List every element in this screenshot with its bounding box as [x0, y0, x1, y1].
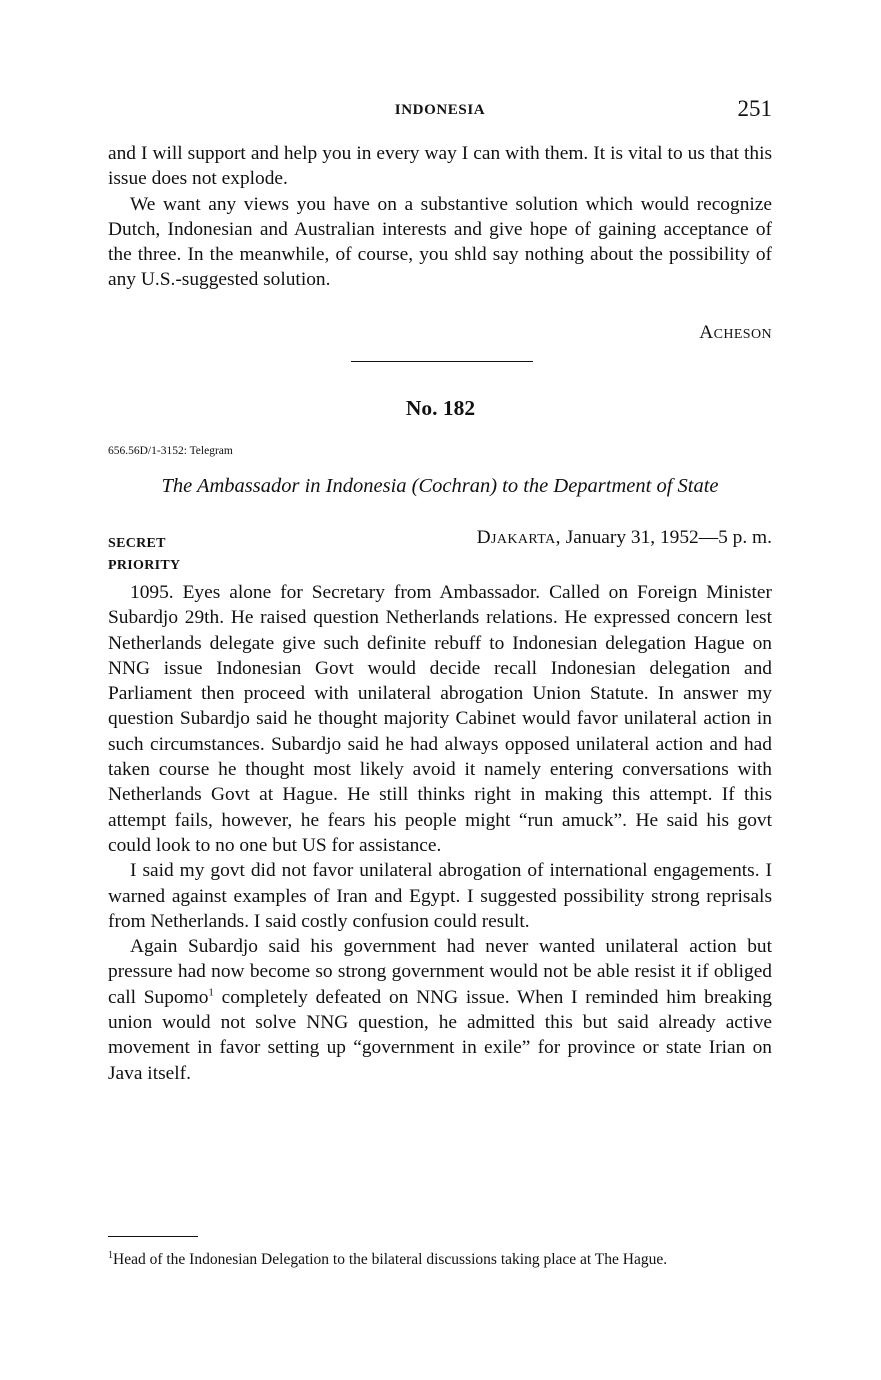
paragraph-text: Again Subardjo said his government had never wanted unilateral action but pressure had now become so strong government would not be able resist it if obliged call Supomo [108, 936, 772, 1008]
previous-document-text [108, 141, 772, 293]
dateline-date: January 31, 1952—5 p. m. [565, 527, 772, 548]
signature-name: Acheson [699, 322, 772, 343]
section-divider [351, 361, 533, 362]
page-number: 251 [737, 96, 772, 121]
body-paragraph: We want any views you have on a substantive solution which would recognize Dutch, Indonesian and Australian interests and give hope of gaining acceptance of the three. In the meanwhile, of course, you shld say nothing about the possibility of any U.S.-suggested solution. [108, 193, 772, 291]
precedence-label: PRIORITY [108, 558, 181, 573]
footnote [108, 1246, 772, 1270]
body-paragraph [108, 934, 772, 1086]
paragraph-text: completely defeated on NNG issue. When I reminded him breaking union would not solve NNG question, he admitted this but said already active movement in favor setting up “government in exile” for province or state Irian on Java itself. [108, 986, 772, 1084]
dateline [477, 527, 772, 549]
body-paragraph: I said my govt did not favor unilateral abrogation of international engagements. I warned against examples of Iran and Egypt. I suggested possibility strong reprisals from Netherlands. I said costly confusion could result. [108, 860, 772, 932]
classification-block [108, 533, 180, 577]
body-paragraph: 1095. Eyes alone for Secretary from Ambassador. Called on Foreign Minister Subardjo 29th. He raised question Netherlands relations. He expressed concern lest Netherlands delegate give such definite rebuff to Indonesian delegation Hague on NNG issue Indonesian Govt would decide recall Indonesian delegation and Parliament then proceed with unilateral abrogation Union Statute. In answer my question Subardjo said he thought majority Cabinet would favor unilateral action in such circumstances. Subardjo said he had always opposed unilateral action and had taken course he thought most likely avoid it namely entering conversations with Netherlands Govt at Hague. He still thinks right in making this attempt. If this attempt fails, however, he fears his people might “run amuck”. He said his govt could look to no one but US for assistance. [108, 582, 772, 856]
footnote-text: Head of the Indonesian Delegation to the bilateral discussions taking place at The Hague. [113, 1251, 668, 1269]
running-title: INDONESIA [394, 102, 486, 118]
running-head [108, 96, 772, 128]
footnote-mark: 1 [108, 1250, 113, 1261]
document-heading: The Ambassador in Indonesia (Cochran) to the Department of State [161, 475, 719, 497]
classification-label: SECRET [108, 536, 166, 551]
body-paragraph: and I will support and help you in every way I can with them. It is vital to us that this issue does not explode. [108, 143, 772, 190]
footnote-rule [108, 1236, 198, 1237]
dateline-place: Djakarta, [476, 527, 561, 548]
footnote-reference[interactable]: 1 [208, 986, 214, 999]
file-reference: 656.56D/1-3152: Telegram [108, 445, 233, 457]
signature [699, 322, 772, 344]
document-number: No. 182 [405, 396, 476, 420]
telegram-text [108, 580, 772, 1086]
